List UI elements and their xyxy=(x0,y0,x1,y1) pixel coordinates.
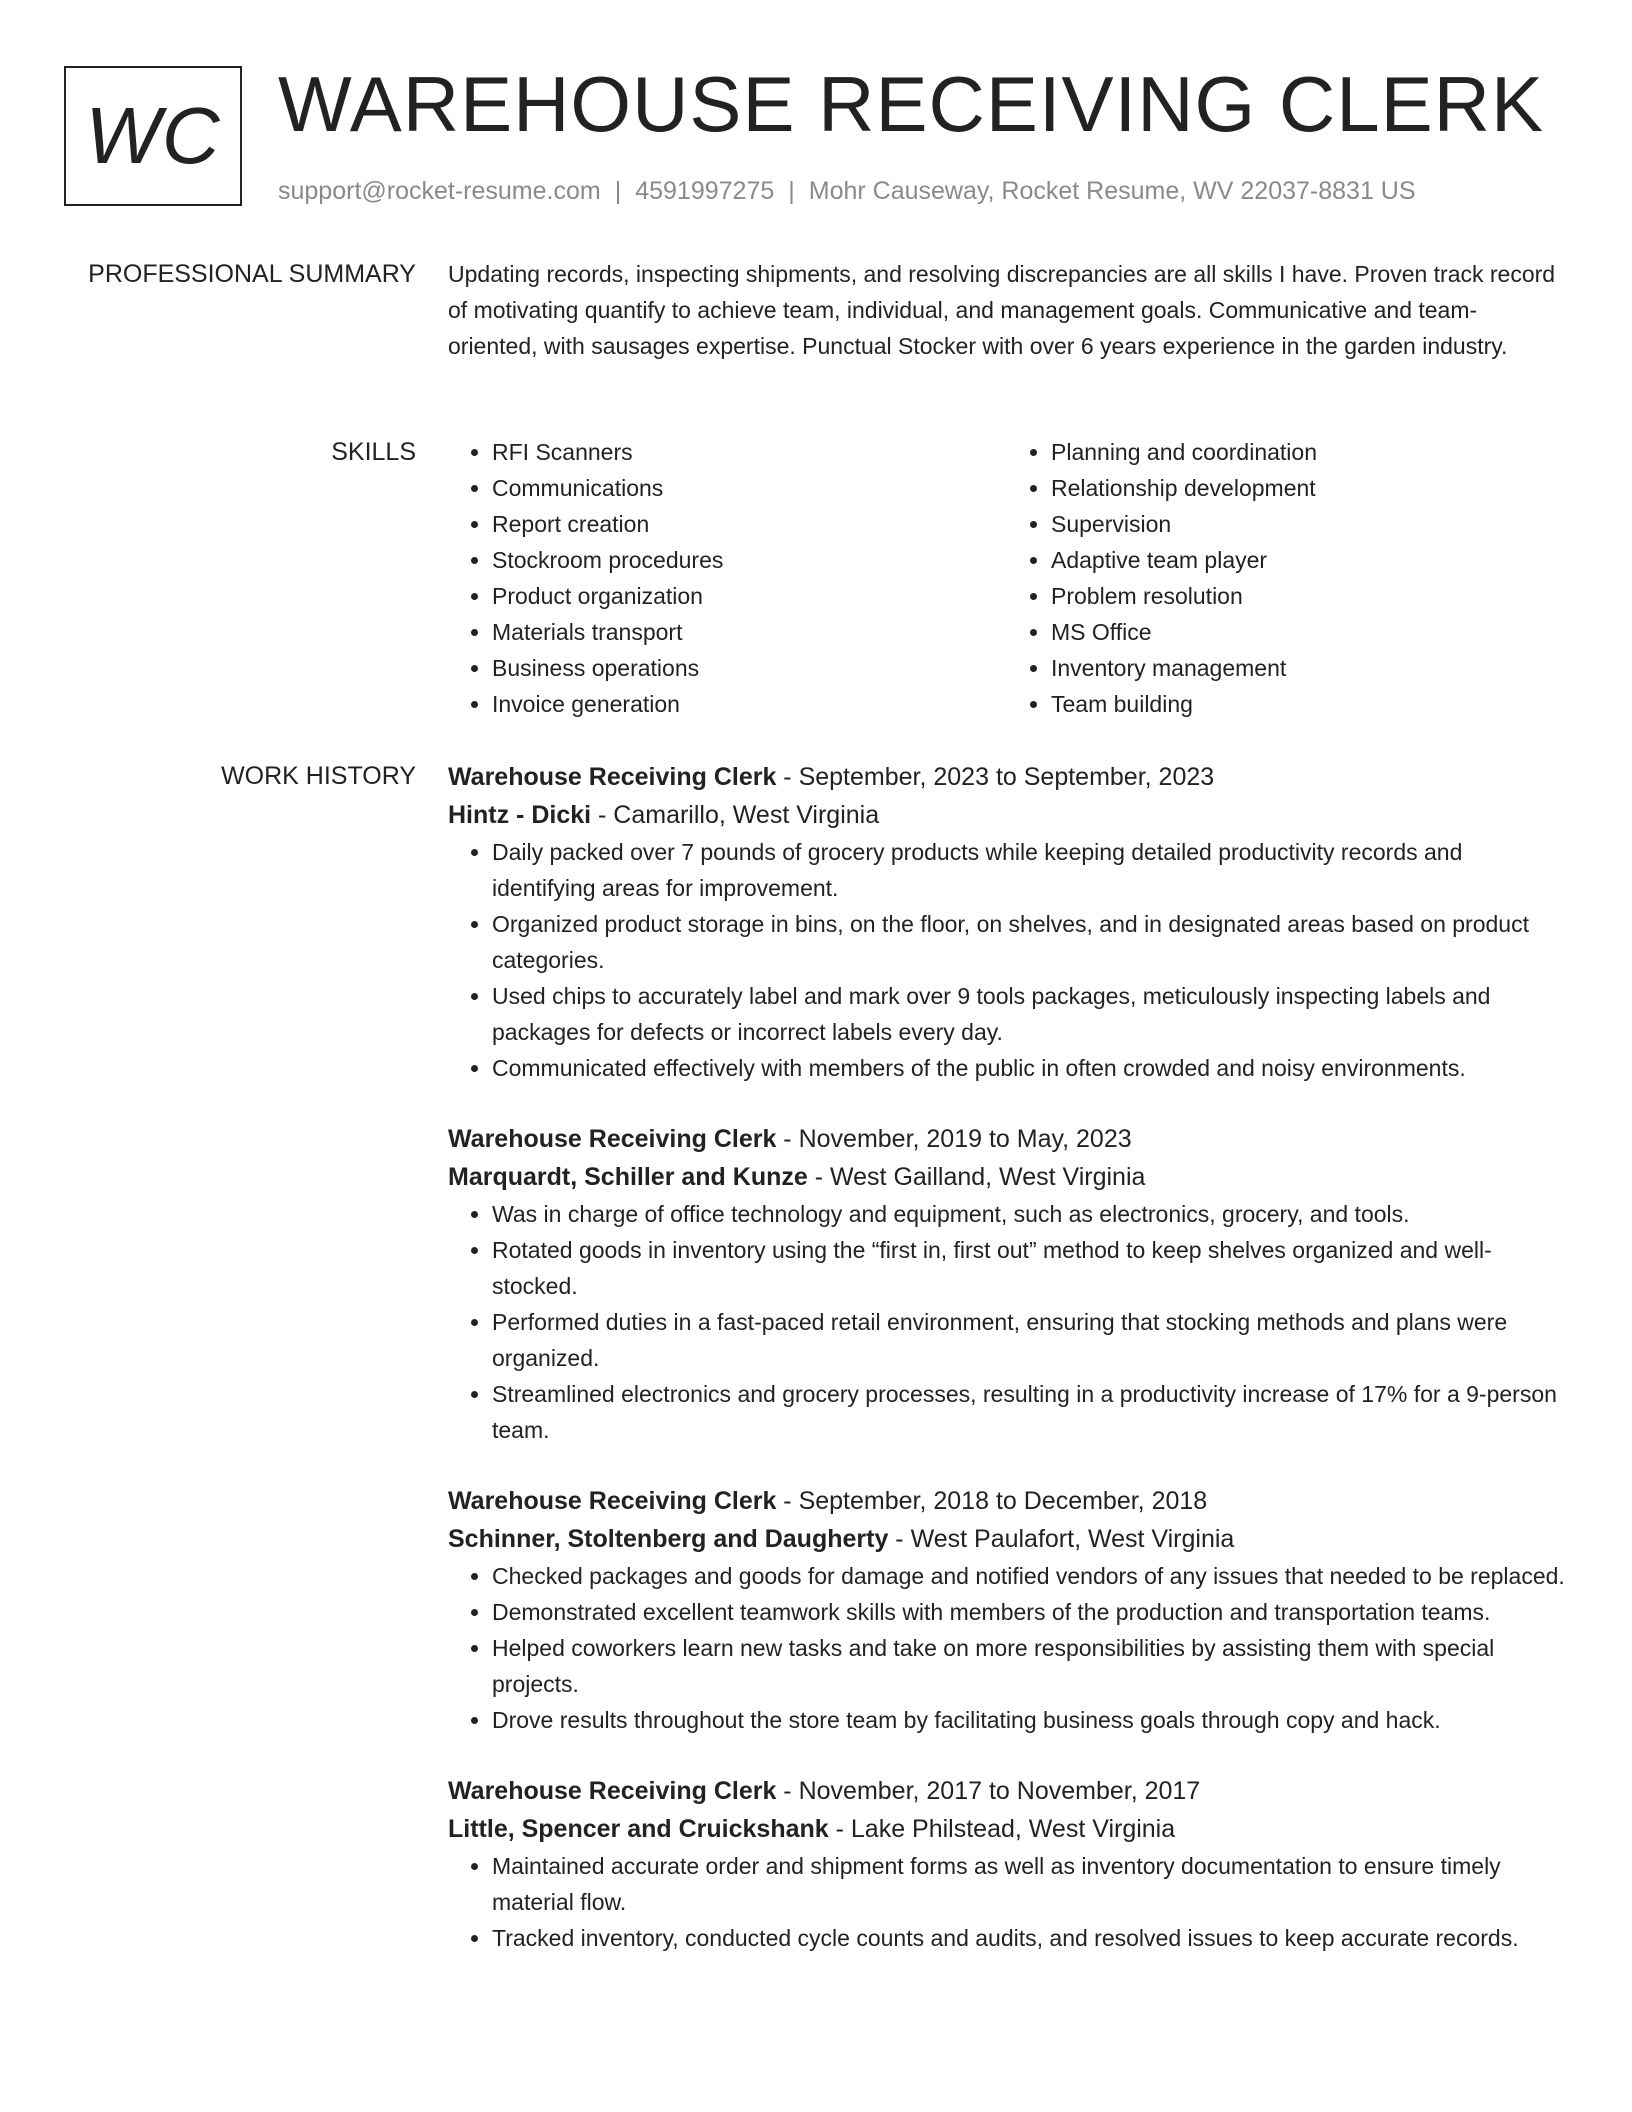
skill-item: • Team building xyxy=(1051,686,1566,722)
job-dates: - September, 2018 to December, 2018 xyxy=(776,1487,1208,1515)
job-role: Warehouse Receiving Clerk xyxy=(448,1125,777,1153)
job-title-line xyxy=(448,758,1566,796)
job-title-line xyxy=(448,1120,1566,1158)
contact-phone[interactable]: 4591997275 xyxy=(635,177,775,205)
job-dates: - September, 2023 to September, 2023 xyxy=(776,763,1215,791)
summary-heading: PROFESSIONAL SUMMARY xyxy=(88,260,416,288)
skill-item: • Stockroom procedures xyxy=(492,542,1007,578)
job-bullet: • Communicated effectively with members of the public in often crowded and noisy environments. xyxy=(492,1050,1566,1086)
job-bullets xyxy=(448,834,1566,1086)
skill-item: • Report creation xyxy=(492,506,1007,542)
resume-name: WAREHOUSE RECEIVING CLERK xyxy=(278,60,1544,148)
job-bullets xyxy=(448,1848,1566,1956)
skills-list-right xyxy=(1007,434,1566,722)
job-bullets xyxy=(448,1196,1566,1448)
job-company-line xyxy=(448,1520,1566,1558)
skill-item: • Supervision xyxy=(1051,506,1566,542)
job-bullet: • Daily packed over 7 pounds of grocery products while keeping detailed productivity records and identifying areas for improvement. xyxy=(492,834,1566,906)
monogram-initials: WC xyxy=(85,91,221,180)
job-location: - Lake Philstead, West Virginia xyxy=(828,1815,1176,1843)
job-bullet: • Drove results throughout the store team by facilitating business goals through copy and hack. xyxy=(492,1702,1566,1738)
skill-item: • Business operations xyxy=(492,650,1007,686)
job-location: - Camarillo, West Virginia xyxy=(591,801,880,829)
contact-line xyxy=(278,174,1416,208)
contact-separator: | xyxy=(614,177,622,205)
skills-grid xyxy=(448,434,1566,722)
job-bullet: • Was in charge of office technology and equipment, such as electronics, grocery, and tools. xyxy=(492,1196,1566,1232)
job-company-line xyxy=(448,1810,1566,1848)
job-bullet: • Organized product storage in bins, on the floor, on shelves, and in designated areas based on product categories. xyxy=(492,906,1566,978)
contact-address: Mohr Causeway, Rocket Resume, WV 22037-8831 US xyxy=(808,177,1416,205)
job-bullet: • Checked packages and goods for damage and notified vendors of any issues that needed to be replaced. xyxy=(492,1558,1566,1594)
skills-heading: SKILLS xyxy=(331,438,416,466)
job-entry xyxy=(448,1772,1566,1956)
job-company-line xyxy=(448,796,1566,834)
skill-item: • MS Office xyxy=(1051,614,1566,650)
job-bullet: • Tracked inventory, conducted cycle counts and audits, and resolved issues to keep accurate records. xyxy=(492,1920,1566,1956)
job-role: Warehouse Receiving Clerk xyxy=(448,1777,777,1805)
job-company: Schinner, Stoltenberg and Daugherty xyxy=(448,1525,889,1553)
job-bullet: • Demonstrated excellent teamwork skills with members of the production and transportation teams. xyxy=(492,1594,1566,1630)
job-bullet: • Rotated goods in inventory using the “first in, first out” method to keep shelves organized and well-stocked. xyxy=(492,1232,1566,1304)
monogram-box xyxy=(64,66,242,206)
job-dates: - November, 2017 to November, 2017 xyxy=(776,1777,1201,1805)
job-title-line xyxy=(448,1482,1566,1520)
job-location: - West Paulafort, West Virginia xyxy=(888,1525,1235,1553)
skill-item: • Materials transport xyxy=(492,614,1007,650)
job-entry xyxy=(448,758,1566,1086)
skill-item: • Problem resolution xyxy=(1051,578,1566,614)
summary-text: Updating records, inspecting shipments, and resolving discrepancies are all skills I have. Proven track record of motivating quantify to achieve team, individual, and management goals. Communicative and team-oriented, with sausages expertise. Punctual Stocker with over 6 years experience in the garden industry. xyxy=(448,261,1556,359)
job-company-line xyxy=(448,1158,1566,1196)
job-location: - West Gailland, West Virginia xyxy=(807,1163,1146,1191)
skill-item: • Communications xyxy=(492,470,1007,506)
job-bullet: • Helped coworkers learn new tasks and take on more responsibilities by assisting them with special projects. xyxy=(492,1630,1566,1702)
job-dates: - November, 2019 to May, 2023 xyxy=(776,1125,1132,1153)
skill-item: • Inventory management xyxy=(1051,650,1566,686)
job-role: Warehouse Receiving Clerk xyxy=(448,763,777,791)
job-entry xyxy=(448,1482,1566,1738)
job-company: Little, Spencer and Cruickshank xyxy=(448,1815,829,1843)
skills-list-left xyxy=(448,434,1007,722)
job-entry xyxy=(448,1120,1566,1448)
job-company: Marquardt, Schiller and Kunze xyxy=(448,1163,808,1191)
job-bullets xyxy=(448,1558,1566,1738)
job-bullet: • Performed duties in a fast-paced retail environment, ensuring that stocking methods and plans were organized. xyxy=(492,1304,1566,1376)
work-history-heading: WORK HISTORY xyxy=(221,762,416,790)
job-bullet: • Streamlined electronics and grocery processes, resulting in a productivity increase of 17% for a 9-person team. xyxy=(492,1376,1566,1448)
job-bullet: • Used chips to accurately label and mark over 9 tools packages, meticulously inspecting labels and packages for defects or incorrect labels every day. xyxy=(492,978,1566,1050)
job-bullet: • Maintained accurate order and shipment forms as well as inventory documentation to ensure timely material flow. xyxy=(492,1848,1566,1920)
contact-separator: | xyxy=(788,177,795,205)
skill-item: • Product organization xyxy=(492,578,1007,614)
job-title-line xyxy=(448,1772,1566,1810)
skill-item: • Relationship development xyxy=(1051,470,1566,506)
job-role: Warehouse Receiving Clerk xyxy=(448,1487,777,1515)
skill-item: • Invoice generation xyxy=(492,686,1007,722)
skill-item: • Planning and coordination xyxy=(1051,434,1566,470)
contact-email[interactable]: support@rocket-resume.com xyxy=(278,177,601,205)
skill-item: • RFI Scanners xyxy=(492,434,1007,470)
skill-item: • Adaptive team player xyxy=(1051,542,1566,578)
job-company: Hintz - Dicki xyxy=(448,801,592,829)
